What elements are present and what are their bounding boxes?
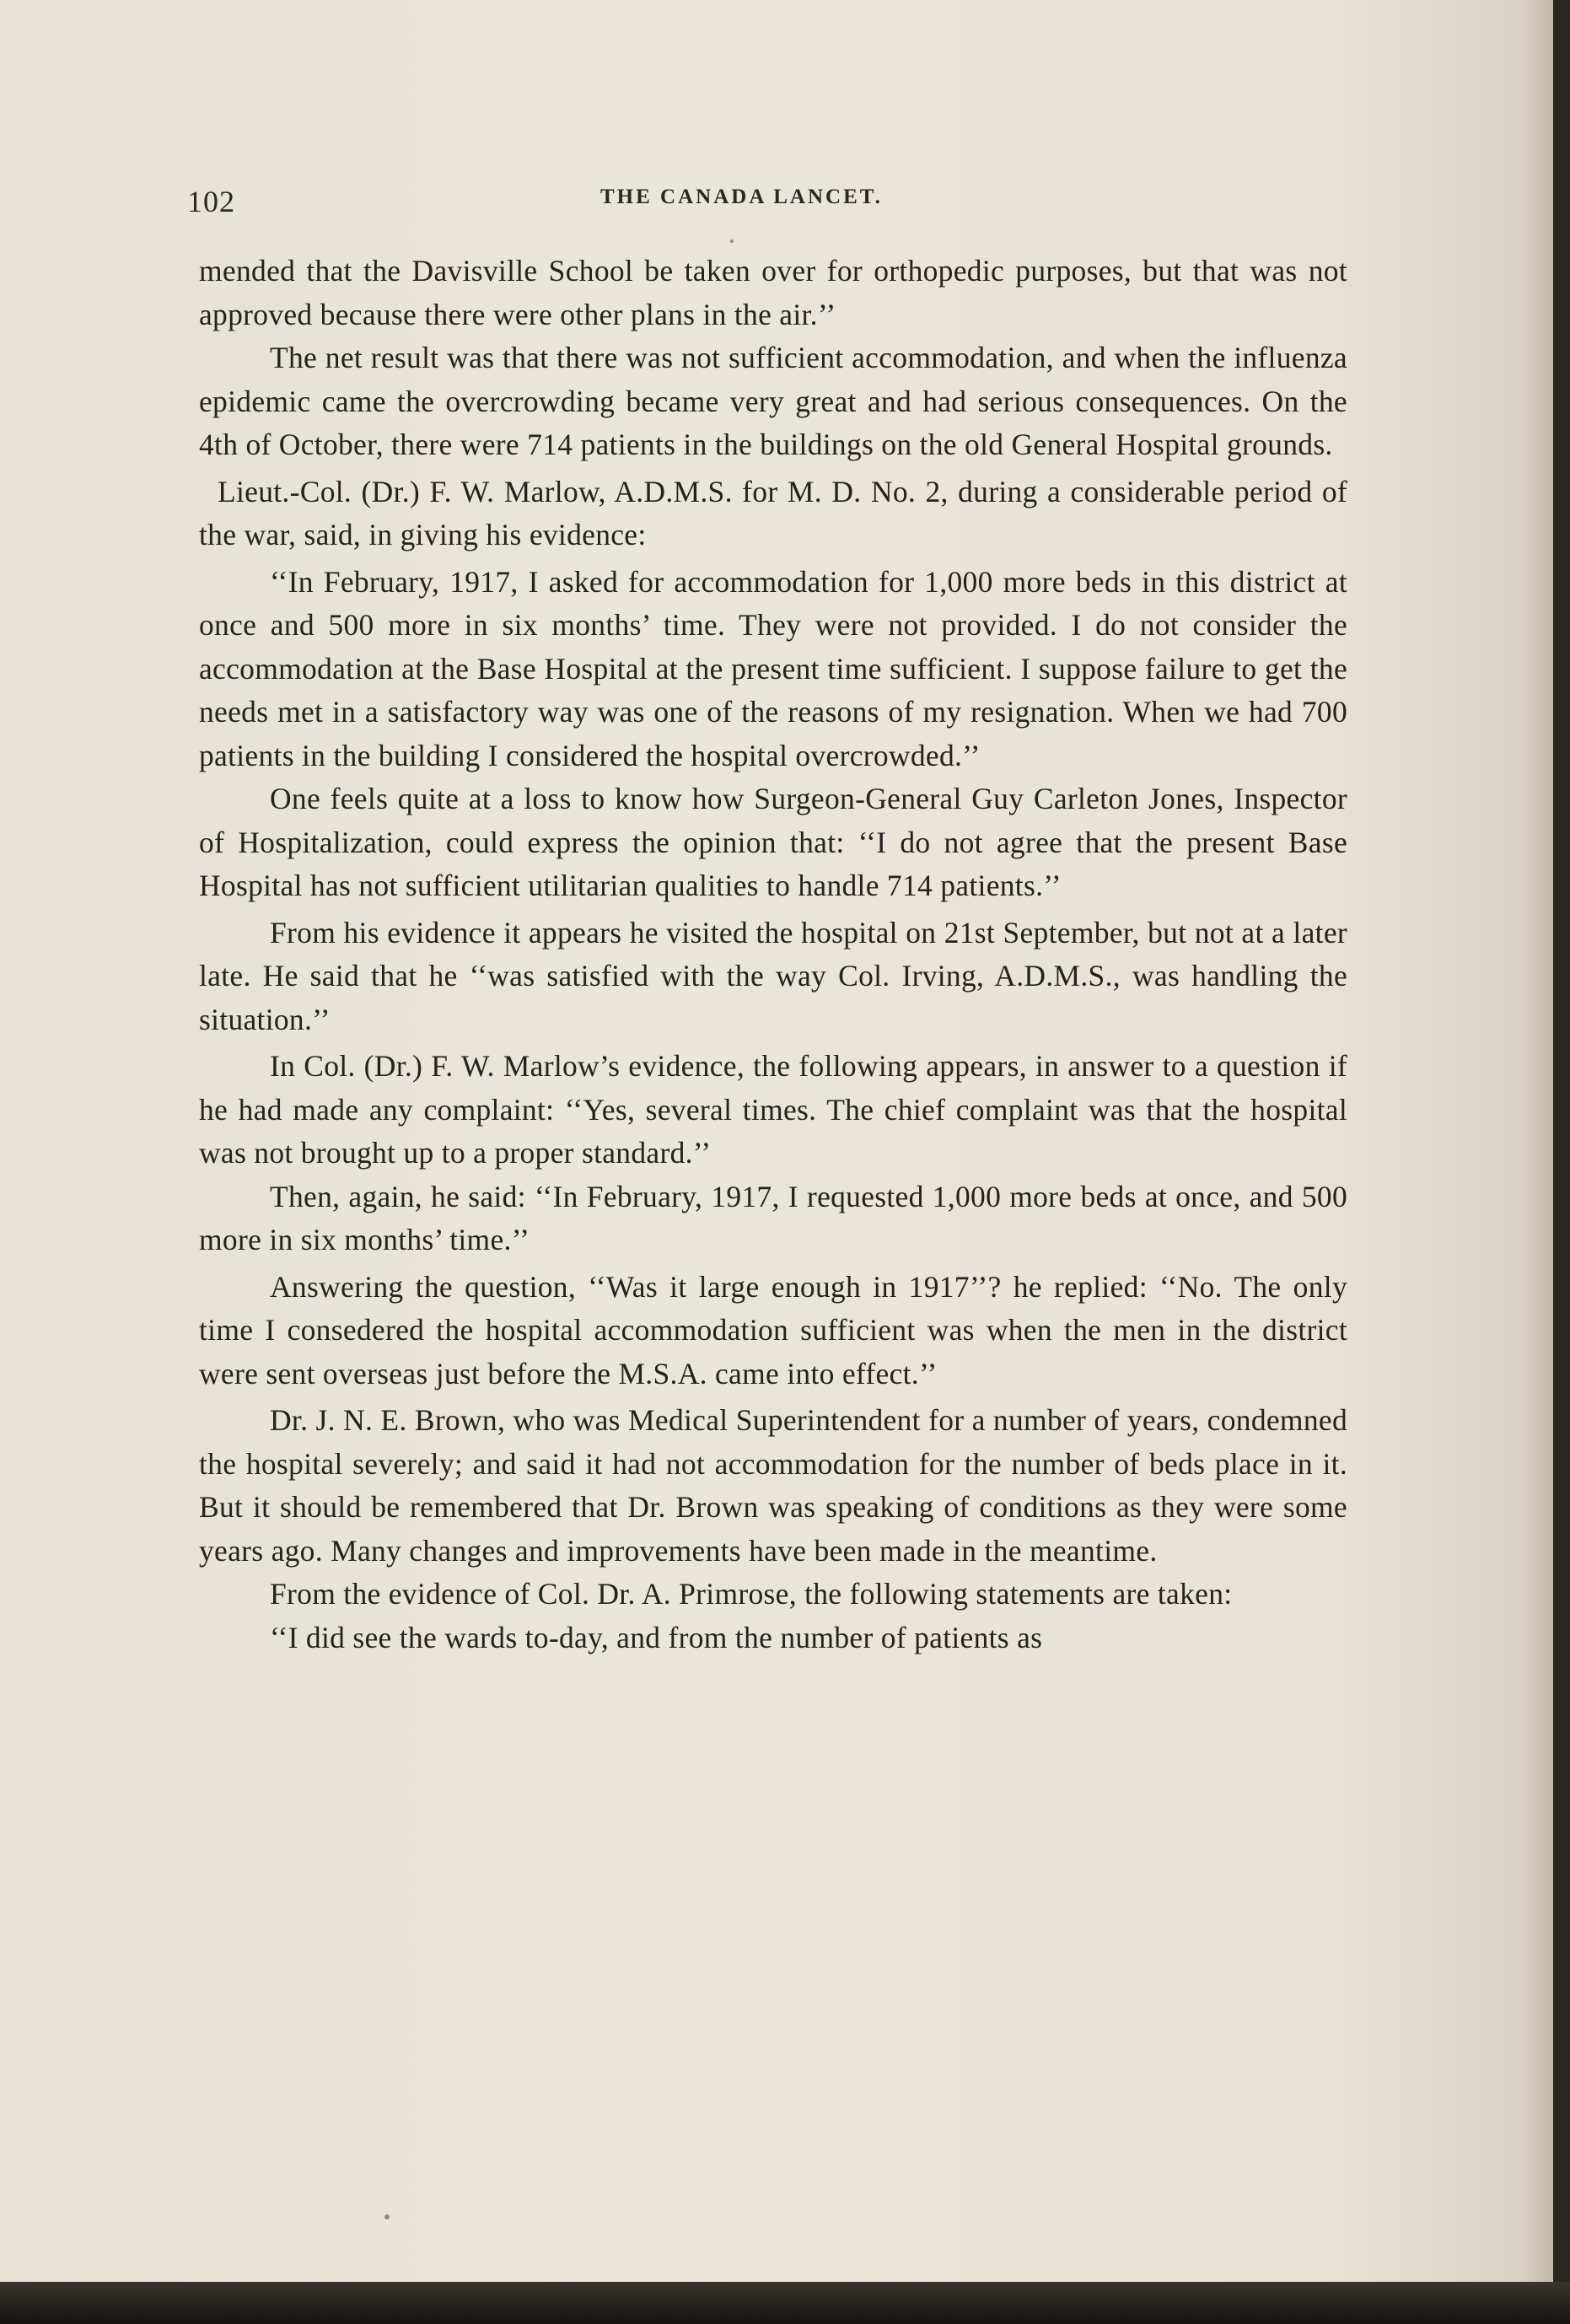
quote-paragraph: ‘‘In February, 1917, I asked for accommodation for 1,000 more beds in this district at once and 500 more in six months’ time. They were not provided. I do not consider the accommodation at the Base Hospital at the present time sufficient. I suppose failure to get the needs met in a satisfactory way was one of the reasons of my resignation. When we had 700 patients in the building I considered the hospital overcrowded.’’ [199,564,1347,772]
scan-bottom-edge [0,2282,1570,2324]
page-number: 102 [187,185,235,218]
paragraph: From his evidence it appears he visited the hospital on 21st September, but not at a later late. He said that he ‘‘was satisfied with the way Col. Irving, A.D.M.S., was handling the situation.’’ [199,915,1347,1036]
page-edge-shading [1519,0,1553,2294]
paragraph: In Col. (Dr.) F. W. Marlow’s evidence, the following appears, in answer to a question if he had made any complaint: ‘‘Yes, several times. The chief complaint was that the hospital was not brought up to a proper standard.’’ [199,1049,1347,1170]
quote-paragraph: ‘‘I did see the wards to-day, and from the number of patients as [270,1620,1043,1654]
paragraph: Then, again, he said: ‘‘In February, 1917, I requested 1,000 more beds at once, and 500 more in six months’ time.’’ [199,1179,1347,1256]
page-header [187,180,1349,223]
paragraph: Lieut.-Col. (Dr.) F. W. Marlow, A.D.M.S. for M. D. No. 2, during a considerable period of the war, said, in giving his evidence: [199,474,1347,551]
body-text [199,250,1347,1660]
paragraph: From the evidence of Col. Dr. A. Primrose, the following statements are taken: [270,1577,1233,1611]
running-head: THE CANADA LANCET. [600,186,883,208]
paragraph: The net result was that there was not sufficient accommodation, and when the influenza epidemic came the overcrowding became very great and had serious consequences. On the 4th of October, there were 714 patients in the buildings on the old General Hospital grounds. [199,341,1347,461]
paper-speck [384,2214,390,2219]
paragraph: One feels quite at a loss to know how Surgeon-General Guy Carleton Jones, Inspector of Hospitalization, could express the opinion that: ‘‘I do not agree that the present Base Hospital has not sufficient utilitarian qualities to handle 714 patients.’’ [199,782,1347,902]
paper-speck [730,239,734,243]
paragraph-continuation: mended that the Davisville School be taken over for orthopedic purposes, but that was not approved because there were other plans in the air.’’ [199,254,1347,331]
paragraph: Dr. J. N. E. Brown, who was Medical Superintendent for a number of years, condemned the hospital severely; and said it had not accommodation for the number of beds place in it. But it should be remembered that Dr. Brown was speaking of conditions as they were some years ago. Many changes and improvements have been made in the meantime. [199,1403,1347,1568]
paragraph: Answering the question, ‘‘Was it large enough in 1917’’? he replied: ‘‘No. The only time I consedered the hospital accommodation sufficient was when the men in the district were sent overseas just before the M.S.A. came into effect.’’ [199,1269,1347,1391]
